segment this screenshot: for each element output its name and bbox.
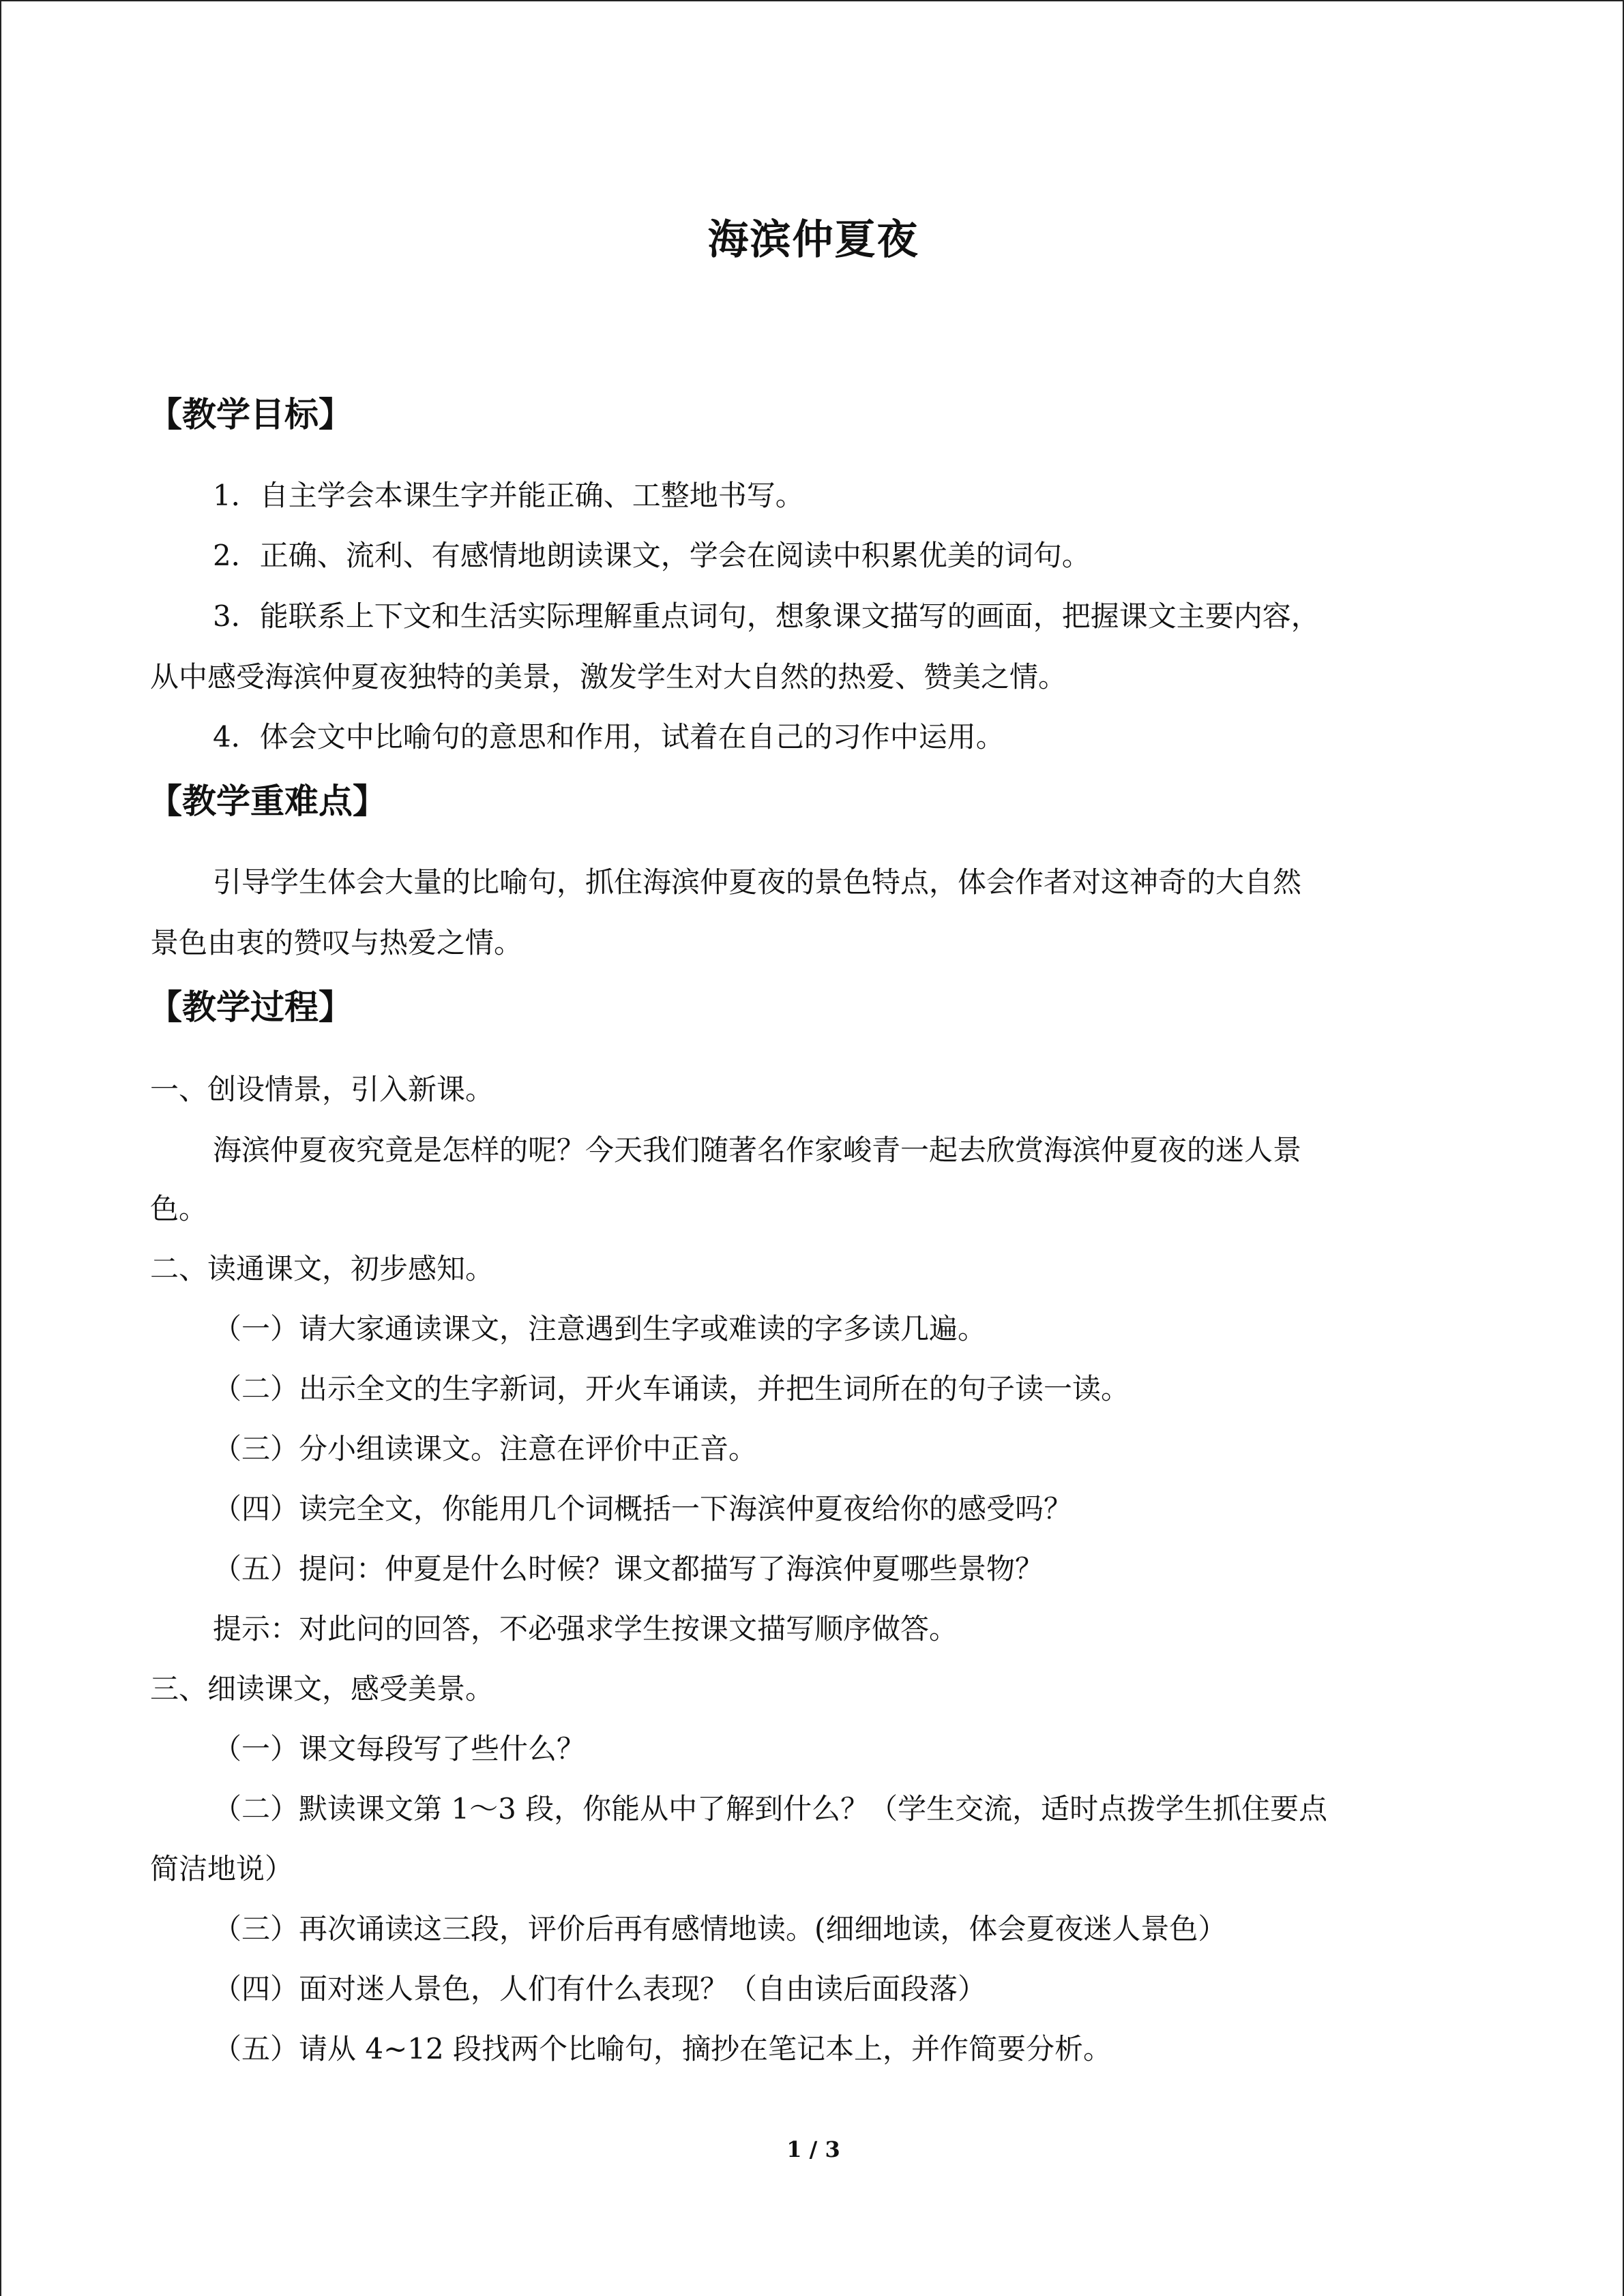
process-line-14: 简洁地说）: [150, 1852, 294, 1885]
section-heading-goals: 【教学目标】: [148, 395, 353, 434]
process-line-5: （一）请大家通读课文，注意遇到生字或难读的字多读几遍。: [213, 1312, 987, 1345]
process-line-12: （一）课文每段写了些什么？: [213, 1732, 586, 1765]
process-line-9: （五）提问：仲夏是什么时候？课文都描写了海滨仲夏哪些景物？: [213, 1552, 1044, 1585]
process-line-17: （五）请从 4~12 段找两个比喻句，摘抄在笔记本上，并作简要分析。: [213, 2032, 1112, 2066]
process-line-7: （三）分小组读课文。注意在评价中正音。: [213, 1432, 758, 1465]
goal-item-3-continued: 从中感受海滨仲夏夜独特的美景，激发学生对大自然的热爱、赞美之情。: [150, 660, 1067, 694]
process-line-15: （三）再次诵读这三段，评价后再有感情地读。(细细地读，体会夏夜迷人景色）: [213, 1912, 1227, 1945]
process-line-2: 海滨仲夏夜究竟是怎样的呢？今天我们随著名作家峻青一起去欣赏海滨仲夏夜的迷人景: [213, 1133, 1302, 1167]
process-line-3: 色。: [150, 1192, 208, 1225]
key-points-line-2: 景色由衷的赞叹与热爱之情。: [150, 926, 523, 959]
document-title: 海滨仲夏夜: [707, 216, 919, 264]
process-line-8: （四）读完全文，你能用几个词概括一下海滨仲夏夜给你的感受吗？: [213, 1492, 1073, 1525]
goal-item-3: 3．能联系上下文和生活实际理解重点词句，想象课文描写的画面，把握课文主要内容，: [213, 599, 1320, 633]
process-line-1: 一、创设情景，引入新课。: [150, 1073, 494, 1106]
process-line-6: （二）出示全文的生字新词，开火车诵读，并把生词所在的句子读一读。: [213, 1372, 1130, 1405]
section-heading-process: 【教学过程】: [148, 987, 353, 1027]
page-number: 1 / 3: [786, 2136, 840, 2162]
goal-item-1: 1．自主学会本课生字并能正确、工整地书写。: [213, 479, 804, 512]
goal-item-2: 2．正确、流利、有感情地朗读课文，学会在阅读中积累优美的词句。: [213, 539, 1091, 572]
section-heading-key-points: 【教学重难点】: [148, 781, 387, 821]
process-line-11: 三、细读课文，感受美景。: [150, 1672, 494, 1705]
key-points-line-1: 引导学生体会大量的比喻句，抓住海滨仲夏夜的景色特点，体会作者对这神奇的大自然: [213, 865, 1302, 899]
process-line-10: 提示：对此问的回答，不必强求学生按课文描写顺序做答。: [213, 1612, 958, 1645]
process-line-4: 二、读通课文，初步感知。: [150, 1252, 494, 1285]
goal-item-4: 4．体会文中比喻句的意思和作用，试着在自己的习作中运用。: [213, 720, 1005, 754]
process-line-13: （二）默读课文第 1～3 段，你能从中了解到什么？（学生交流，适时点拨学生抓住要点: [213, 1792, 1328, 1825]
process-line-16: （四）面对迷人景色，人们有什么表现？（自由读后面段落）: [213, 1972, 987, 2006]
